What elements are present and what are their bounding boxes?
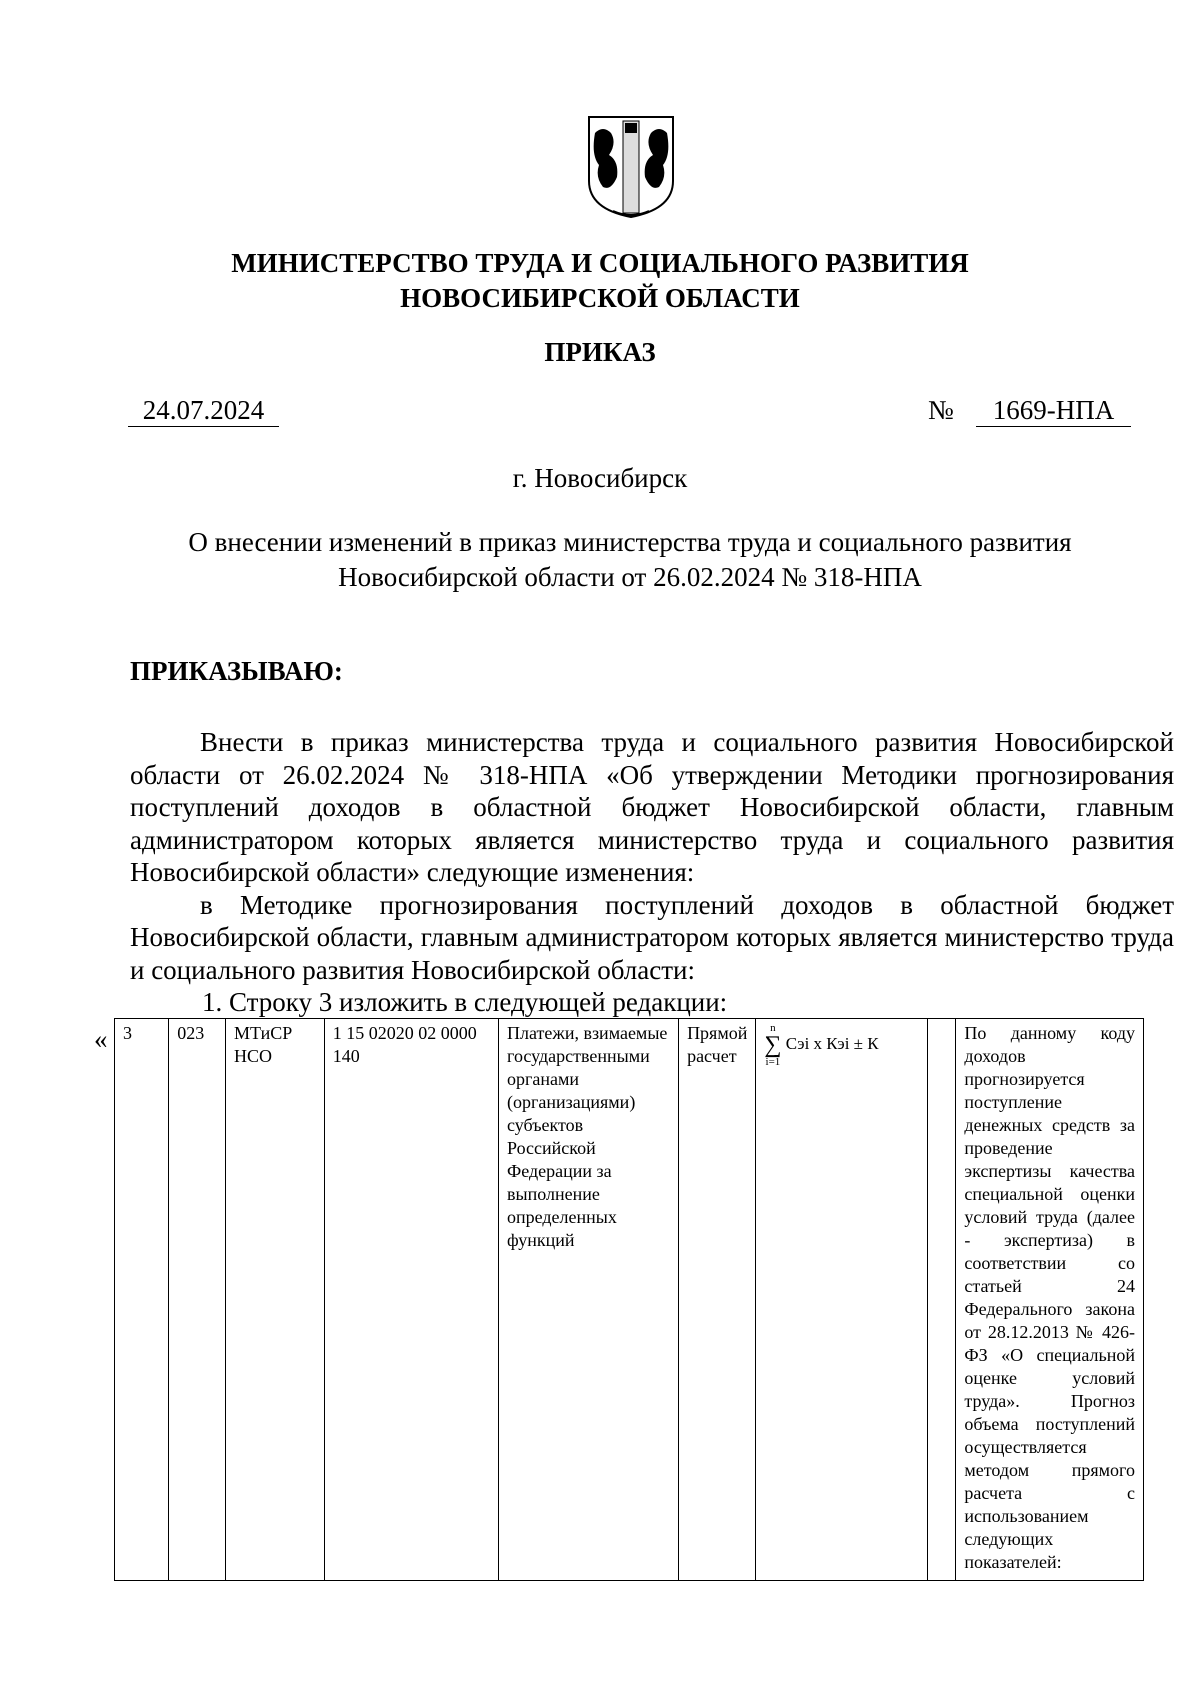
cell-row-number: 3 [115,1019,169,1581]
city: г. Новосибирск [512,463,688,493]
order-number: 1669-НПА [976,394,1131,427]
order-body [130,726,1174,1019]
paragraph-2: в Методике прогнозирования поступлений доходов в областной бюджет Новосибирской области, главным администратором которых является министерство труда и социального развития Новосибирской области: [130,889,1174,985]
ministry-line-2: НОВОСИБИРСКОЙ ОБЛАСТИ [400,283,800,313]
cell-revenue-name: Платежи, взимаемые государственными органами (организациями) субъектов Российской Федерации за выполнение определенных функций [499,1019,679,1581]
formula-body: Сэi x Кэi ± К [785,1033,879,1053]
order-date: 24.07.2024 [128,394,279,427]
coat-of-arms-emblem [583,113,679,221]
table-row [115,1019,1144,1581]
cell-code: 023 [169,1019,226,1581]
decree-heading: ПРИКАЗЫВАЮ: [130,656,343,686]
order-subject [150,525,1110,595]
sum-sign: ∑ [764,1032,782,1058]
cell-formula [756,1019,927,1581]
cell-method: Прямой расчет [679,1019,756,1581]
amendment-table [114,1018,1144,1581]
cell-extra [927,1019,956,1581]
cell-description: По данному коду доходов прогнозируется поступление денежных средств за проведение экспертизы качества специальной оценки условий труда (далее - экспертиза) в соответствии со статьей 24 Федерального закона от 28.12.2013 № 426-ФЗ «О специальной оценке условий труда». Прогноз объема поступлений осуществляется методом прямого расчета с использованием следующих показателей: [956,1019,1144,1581]
formula [764,1022,879,1068]
ministry-name [0,246,1200,316]
paragraph-3: 1. Строку 3 изложить в следующей редакции: [202,987,728,1017]
cell-kbk: 1 15 02020 02 0000 140 [324,1019,498,1581]
sum-upper-limit: n [770,1022,776,1034]
document-type: ПРИКАЗ [544,337,656,367]
number-sign: № [928,395,954,425]
subject-line-1: О внесении изменений в приказ министерства труда и социального развития [188,527,1072,557]
paragraph-1: Внести в приказ министерства труда и социального развития Новосибирской области от 26.02.2024 № 318-НПА «Об утверждении Методики прогнозирования поступлений доходов в областной бюджет Новосибирской области, главным администратором которых является министерство труда и социального развития Новосибирской области» следующие изменения: [130,727,1174,887]
sum-lower-limit: i=1 [765,1056,781,1068]
ministry-line-1: МИНИСТЕРСТВО ТРУДА И СОЦИАЛЬНОГО РАЗВИТИЯ [231,248,969,278]
opening-quote: « [94,1024,108,1054]
cell-administrator: МТиСР НСО [226,1019,325,1581]
subject-line-2: Новосибирской области от 26.02.2024 № 318-НПА [338,562,922,592]
